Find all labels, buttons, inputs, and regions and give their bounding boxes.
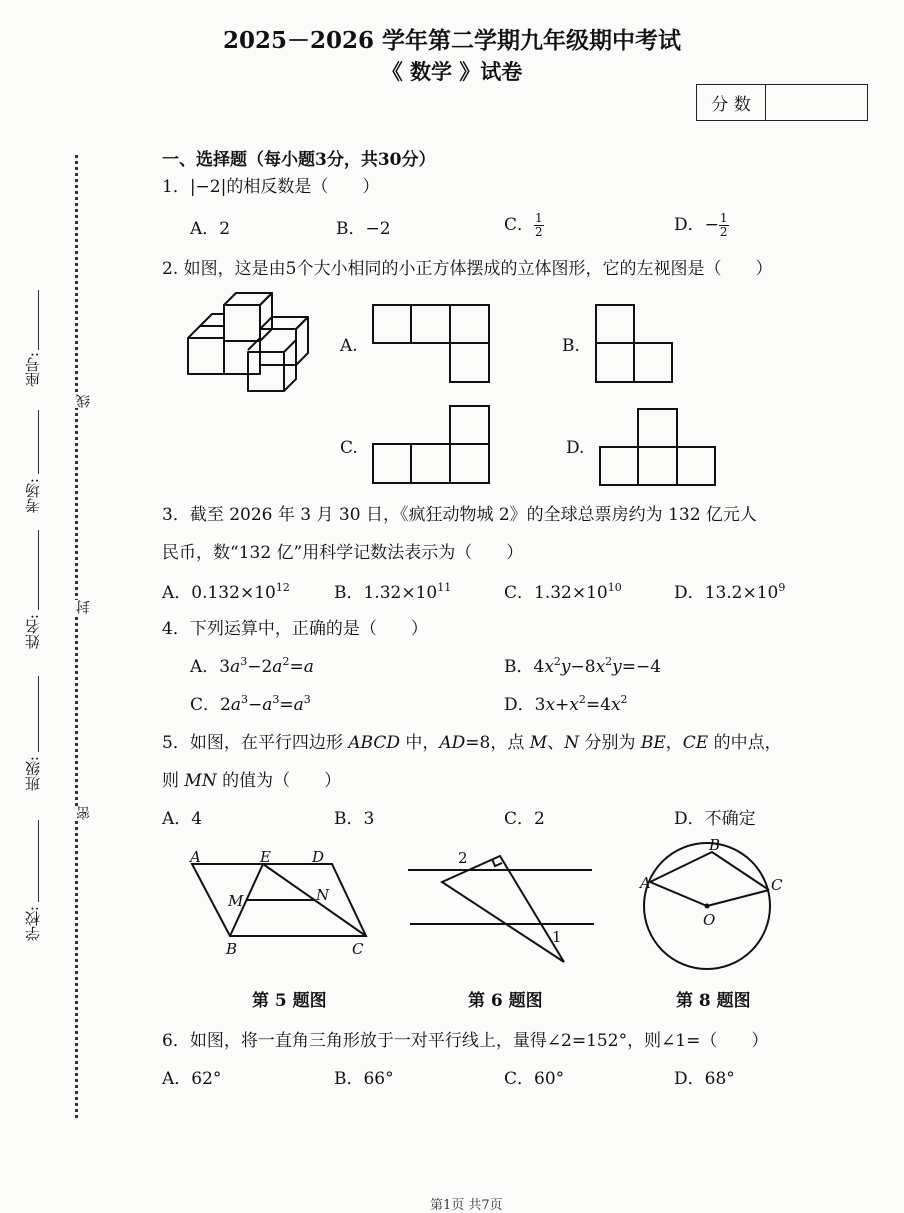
fig5-label-n: N	[316, 886, 330, 904]
q1-option-d-num: 1	[719, 211, 728, 225]
school-blank	[38, 820, 39, 902]
fig8-label-b: B	[709, 836, 721, 854]
q5-n: N	[564, 733, 580, 753]
q2-option-c-label: C.	[340, 438, 358, 458]
q1-option-d-den: 2	[719, 225, 728, 239]
q6-stem: 6．如图，将一直角三角形放于一对平行线上，量得∠2=152°，则∠1=（ ）	[162, 1031, 769, 1051]
q3-option-d-exp: 9	[778, 581, 786, 594]
seal-secret-text: 密	[76, 806, 92, 820]
q1-option-d-fraction	[719, 212, 729, 239]
section-title: 一、选择题（每小题3分，共30分）	[162, 150, 436, 170]
q5-stem1-rest: =8，点	[465, 733, 530, 753]
fig5-label-a: A	[190, 848, 201, 866]
q2-option-b-label: B.	[562, 336, 580, 356]
fig5-label-b: B	[226, 940, 238, 958]
q3-option-d	[674, 578, 785, 603]
q5-stem2-end: 的值为（ ）	[216, 771, 342, 791]
q5-ad: AD	[439, 733, 466, 753]
seal-seal-text: 封	[76, 600, 92, 614]
q5-stem1-pre: 5．如图，在平行四边形	[162, 733, 349, 753]
q1-option-a: A．2	[190, 219, 231, 239]
fig8-center-point	[705, 904, 710, 909]
q3-option-b-exp: 11	[437, 581, 452, 594]
q4-option-b: B．$4x^2y-8x^2y=-4$	[504, 655, 662, 677]
q2-option-b-figure	[595, 304, 675, 384]
q3-option-a-exp: 12	[275, 581, 290, 594]
q3-option-c-exp: 10	[607, 581, 622, 594]
q4-option-a: A．$3a^3-2a^2=a$	[190, 655, 314, 677]
q3-option-a	[162, 578, 290, 603]
q3-option-d-base: D．13.2×10	[674, 583, 779, 603]
q4-option-d: D．$3x+x^2=4x^2$	[504, 693, 628, 715]
fig8-label-c: C	[771, 876, 783, 894]
name-blank	[38, 530, 39, 610]
q5-stem-line2	[162, 766, 341, 791]
q5-be: BE	[640, 733, 666, 753]
q6-option-c: C．60°	[504, 1069, 565, 1089]
q2-cube-figure	[182, 288, 314, 396]
class-blank	[38, 676, 39, 752]
q6-option-a: A．62°	[162, 1069, 222, 1089]
figure-6-triangle-parallel-lines	[404, 848, 600, 968]
fig8-label-o: O	[703, 911, 716, 929]
figure-8-caption: 第 8 题图	[676, 991, 751, 1011]
q2-stem: 2. 如图，这是由5个大小相同的小正方体摆成的立体图形，它的左视图是（ ）	[162, 259, 773, 279]
q5-stem-line1	[162, 728, 782, 753]
q6-option-d: D．68°	[674, 1069, 735, 1089]
score-box	[696, 84, 868, 121]
q1-stem: 1．|−2|的相反数是（ ）	[162, 177, 380, 197]
q1-option-b: B．−2	[336, 219, 391, 239]
q3-option-c-base: C．1.32×10	[504, 583, 608, 603]
q5-option-a: A．4	[162, 809, 203, 829]
name-label: 姓名:	[24, 614, 42, 650]
score-value-field[interactable]	[766, 85, 867, 120]
figure-6-caption: 第 6 题图	[468, 991, 543, 1011]
q2-option-d-figure	[599, 408, 719, 488]
fig5-label-d: D	[312, 848, 325, 866]
q5-abcd: ABCD	[348, 733, 400, 753]
q2-option-a-label: A.	[340, 336, 358, 356]
q5-option-b: B．3	[334, 809, 375, 829]
q4-stem: 4．下列运算中，正确的是（ ）	[162, 619, 428, 639]
fig6-label-2: 2	[458, 849, 468, 867]
class-label: 班级:	[24, 756, 42, 792]
q2-option-d-label: D.	[566, 438, 585, 458]
figure-5-caption: 第 5 题图	[252, 991, 327, 1011]
q3-option-b	[334, 578, 451, 603]
q5-stem1-tail: 分别为	[579, 733, 641, 753]
q1-option-c-num: 1	[535, 211, 543, 225]
q1-option-c-fraction	[534, 212, 544, 239]
q1-option-c-den: 2	[535, 225, 543, 239]
page-footer: 第1页 共7页	[430, 1198, 503, 1213]
q1-option-c-prefix: C．	[504, 215, 535, 235]
q5-stem1-comma: ，	[665, 733, 683, 753]
q3-option-b-base: B．1.32×10	[334, 583, 438, 603]
score-label: 分 数	[697, 85, 766, 120]
q5-m: M	[529, 733, 548, 753]
q3-stem-line1: 3．截至 2026 年 3 月 30 日，《疯狂动物城 2》的全球总票房约为 132 亿元人	[162, 505, 757, 525]
fig8-label-a: A	[640, 874, 651, 892]
q5-stem1-end: 的中点，	[708, 733, 782, 753]
seat-blank	[38, 290, 39, 350]
q1-option-c	[504, 210, 544, 239]
figure-5-parallelogram	[180, 842, 380, 962]
q2-option-c-figure	[372, 405, 492, 485]
q3-option-c	[504, 578, 622, 603]
q2-option-a-figure	[372, 304, 492, 384]
q5-stem1-mid: 中，	[399, 733, 440, 753]
exam-title: 2025－2026 学年第二学期九年级期中考试	[222, 27, 682, 54]
q5-option-d: D．不确定	[674, 809, 756, 829]
seal-line-text: 线	[76, 394, 92, 408]
q5-ce: CE	[682, 733, 709, 753]
school-label: 学校:	[24, 906, 42, 942]
fig5-label-e: E	[260, 848, 271, 866]
q5-stem2-pre: 则	[162, 771, 185, 791]
fig5-label-c: C	[352, 940, 364, 958]
q5-option-c: C．2	[504, 809, 545, 829]
binding-dotted-line	[75, 155, 78, 1118]
q6-option-b: B．66°	[334, 1069, 394, 1089]
figure-8-circle	[636, 836, 796, 976]
room-blank	[38, 410, 39, 474]
q5-stem1-sep: 、	[547, 733, 565, 753]
fig5-label-m: M	[228, 892, 244, 910]
q4-option-c: C．$2a^3-a^3=a^3$	[190, 693, 311, 715]
exam-subtitle: 《 数学 》试卷	[381, 59, 523, 84]
q1-option-d-prefix: D．−	[674, 215, 719, 235]
room-label: 考场:	[24, 478, 42, 514]
q5-mn: MN	[184, 771, 217, 791]
fig6-label-1: 1	[552, 928, 562, 946]
q3-stem-line2: 民币，数“132 亿”用科学记数法表示为（ ）	[162, 543, 524, 563]
seat-label: 座号:	[24, 352, 42, 388]
q1-option-d	[674, 210, 729, 239]
q3-option-a-base: A．0.132×10	[162, 583, 276, 603]
